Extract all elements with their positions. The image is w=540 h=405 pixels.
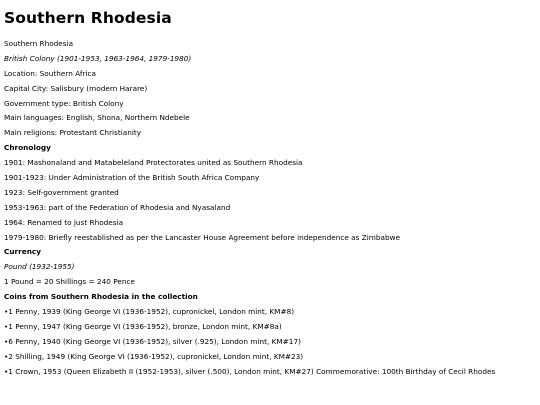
chronology-item: 1953-1963: part of the Federation of Rhodesia and Nyasaland bbox=[4, 202, 231, 212]
coin-link[interactable]: •1 Penny, 1947 (King George VI (1936-1952), bronze, London mint, KM#8a) bbox=[4, 321, 282, 331]
chronology-item: 1901: Mashonaland and Matabeleland Protectorates united as Southern Rhodesia bbox=[4, 158, 303, 168]
chronology-item: 1901-1923: Under Administration of the British South Africa Company bbox=[4, 173, 260, 183]
coin-link[interactable]: •1 Crown, 1953 (Queen Elizabeth II (1952-1953), silver (.500), London mint, KM#27) Commemorative: 100th Birthday of Cecil Rhodes bbox=[4, 366, 496, 376]
chronology-heading: Chronology bbox=[4, 143, 51, 153]
country-name: Southern Rhodesia bbox=[4, 39, 74, 48]
country-status: British Colony (1901-1953, 1963-1964, 1979-1980) bbox=[4, 53, 192, 63]
fact-government: Government type: British Colony bbox=[4, 98, 124, 108]
chronology-item: 1923: Self-government granted bbox=[4, 187, 119, 197]
coin-link[interactable]: •6 Penny, 1940 (King George VI (1936-1952), silver (.925), London mint, KM#17) bbox=[4, 336, 301, 346]
fact-capital: Capital City: Salisbury (modern Harare) bbox=[4, 83, 148, 93]
fact-languages: Main languages: English, Shona, Northern Ndebele bbox=[4, 113, 190, 123]
fact-location: Location: Southern Africa bbox=[4, 68, 96, 78]
coins-heading: Coins from Southern Rhodesia in the collection bbox=[4, 292, 198, 302]
page-title: Southern Rhodesia bbox=[4, 9, 172, 27]
currency-heading: Currency bbox=[4, 247, 41, 257]
currency-rate: 1 Pound = 20 Shillings = 240 Pence bbox=[4, 277, 135, 287]
coin-link[interactable]: •1 Penny, 1939 (King George VI (1936-1952), cupronickel, London mint, KM#8) bbox=[4, 307, 295, 317]
fact-religions: Main religions: Protestant Christianity bbox=[4, 128, 142, 138]
currency-name: Pound (1932-1955) bbox=[4, 262, 75, 272]
coin-link[interactable]: •2 Shilling, 1949 (King George VI (1936-1952), cupronickel, London mint, KM#23) bbox=[4, 351, 304, 361]
chronology-item: 1979-1980: Briefly reestablished as per the Lancaster House Agreement before independence as Zimbabwe bbox=[4, 232, 401, 242]
chronology-item: 1964: Renamed to just Rhodesia bbox=[4, 217, 124, 227]
